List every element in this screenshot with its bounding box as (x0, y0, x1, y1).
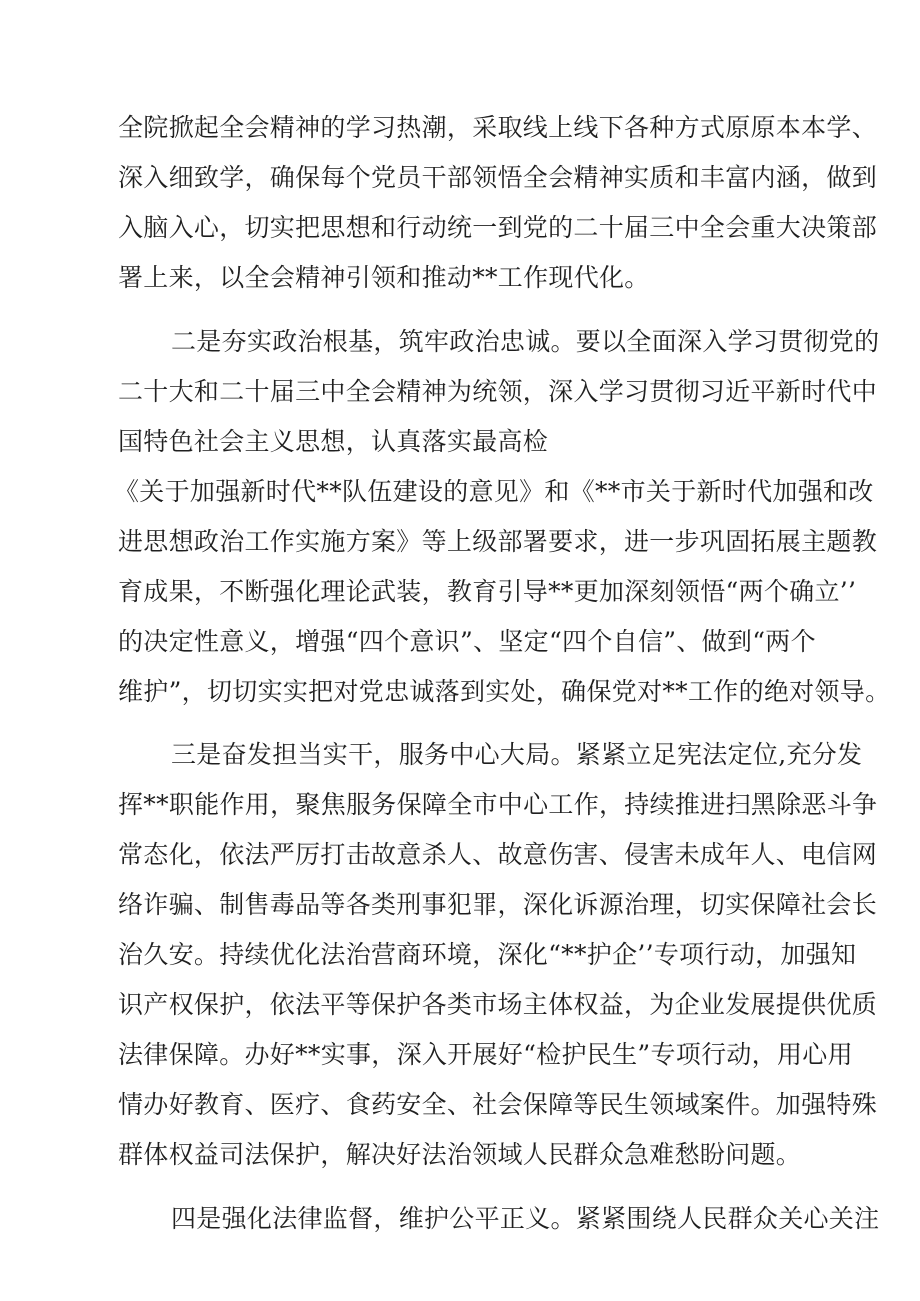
text-line-19: 法律保障。办好**实事，深入开展好“检护民生”专项行动，用心用 (118, 1040, 853, 1069)
text-line-15: 常态化，依法严厉打击故意杀人、故意伤害、侵害未成年人、电信网 (118, 840, 878, 869)
text-line-11: 的决定性意义，增强“四个意识”、坚定“四个自信”、做到“两个 (118, 627, 816, 656)
text-line-12: 维护”，切切实实把对党忠诚落到实处，确保党对**工作的绝对领导。 (118, 677, 891, 706)
text-line-14: 挥**职能作用，聚焦服务保障全市中心工作，持续推进扫黑除恶斗争 (118, 790, 878, 819)
text-line-2: 深入细致学，确保每个党员干部领悟全会精神实质和丰富内涵，做到 (118, 163, 878, 192)
text-line-16: 络诈骗、制售毒品等各类刑事犯罪，深化诉源治理，切实保障社会长 (118, 890, 878, 919)
text-line-4: 署上来，以全会精神引领和推动**工作现代化。 (118, 263, 650, 292)
text-line-13: 三是奋发担当实干，服务中心大局。紧紧立足宪法定位,充分发 (171, 740, 863, 769)
text-line-8: 《关于加强新时代**队伍建设的意见》和《**市关于新时代加强和改 (114, 477, 874, 506)
text-line-20: 情办好教育、医疗、食药安全、社会保障等民生领域案件。加强特殊 (118, 1090, 878, 1119)
text-line-1: 全院掀起全会精神的学习热潮，采取线上线下各种方式原原本本学、 (118, 113, 878, 142)
text-line-22: 四是强化法律监督，维护公平正义。紧紧围绕人民群众关心关注 (171, 1204, 880, 1233)
text-line-10: 育成果，不断强化理论武装，教育引导**更加深刻领悟“两个确立’’ (118, 577, 857, 606)
text-line-3: 入脑入心，切实把思想和行动统一到党的二十届三中全会重大决策部 (118, 213, 878, 242)
text-line-6: 二十大和二十届三中全会精神为统领，深入学习贯彻习近平新时代中 (118, 377, 878, 406)
text-line-5: 二是夯实政治根基，筑牢政治忠诚。要以全面深入学习贯彻党的 (171, 327, 880, 356)
text-line-9: 进思想政治工作实施方案》等上级部署要求，进一步巩固拓展主题教 (118, 527, 878, 556)
text-line-18: 识产权保护，依法平等保护各类市场主体权益，为企业发展提供优质 (118, 990, 878, 1019)
text-line-7: 国特色社会主义思想，认真落实最高检 (118, 427, 549, 456)
text-line-17: 治久安。持续优化法治营商环境，深化“**护企’’专项行动，加强知 (118, 940, 857, 969)
text-line-21: 群体权益司法保护，解决好法治领域人民群众急难愁盼问题。 (118, 1140, 802, 1169)
